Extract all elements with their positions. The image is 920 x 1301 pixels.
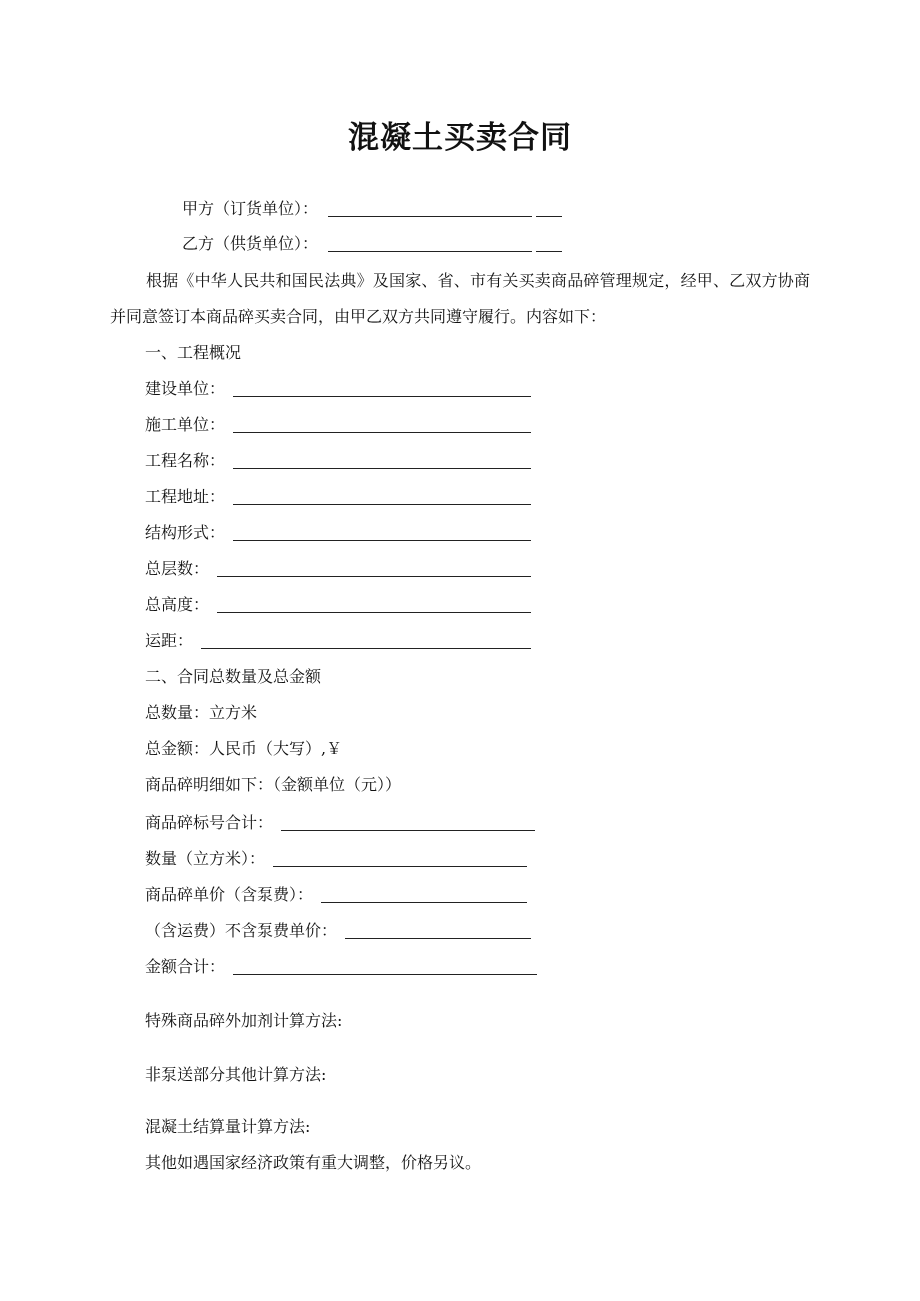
total-quantity: 总数量：立方米 (145, 703, 258, 722)
non-pump-method: 非泵送部分其他计算方法: (145, 1065, 327, 1084)
field-distance (145, 630, 531, 652)
field-structure-type (145, 522, 531, 544)
party-b-blank-extra[interactable] (536, 235, 562, 252)
party-a-row (182, 198, 562, 220)
field-unit-price-no-pump (145, 920, 531, 942)
section2-heading: 二、合同总数量及总金额 (145, 667, 322, 686)
field-label: 金额合计： (145, 957, 226, 976)
party-b-label: 乙方（供货单位）： (182, 234, 319, 253)
party-a-blank[interactable] (328, 200, 532, 217)
field-label: 运距： (145, 631, 194, 650)
field-total-floors (145, 558, 531, 580)
special-method: 特殊商品碎外加剂计算方法: (145, 1011, 343, 1030)
field-blank[interactable] (217, 560, 531, 577)
field-blank[interactable] (233, 958, 537, 975)
field-total-height (145, 594, 531, 616)
field-label: 施工单位： (145, 415, 226, 434)
document-title: 混凝土买卖合同 (348, 120, 572, 156)
field-label: 商品碎单价（含泵费）： (145, 885, 314, 904)
field-label: 工程地址： (145, 487, 226, 506)
section1-heading: 一、工程概况 (145, 343, 242, 362)
detail-intro: 商品碎明细如下：（金额单位（元）） (145, 775, 402, 794)
field-project-address (145, 486, 531, 508)
field-unit-price-pump (145, 884, 527, 906)
field-blank[interactable] (233, 380, 531, 397)
field-label: 工程名称： (145, 451, 226, 470)
field-grade-total (145, 812, 535, 834)
field-label: 总层数： (145, 559, 210, 578)
field-blank[interactable] (233, 524, 531, 541)
field-amount-total (145, 956, 537, 978)
intro-paragraph: 根据《中华人民共和国民法典》及国家、省、市有关买卖商品碎管理规定，经甲、乙双方协商并同意签订本商品碎买卖合同，由甲乙双方共同遵守履行。内容如下： (110, 271, 810, 326)
field-blank[interactable] (201, 632, 531, 649)
field-label: 结构形式： (145, 523, 226, 542)
field-label: 总高度： (145, 595, 210, 614)
field-project-name (145, 450, 531, 472)
total-amount: 总金额：人民币（大写）,￥ (145, 739, 343, 758)
field-blank[interactable] (217, 596, 531, 613)
field-builder-unit (145, 414, 531, 436)
field-blank[interactable] (281, 814, 535, 831)
field-label: （含运费）不含泵费单价： (145, 921, 338, 940)
field-label: 商品碎标号合计： (145, 813, 274, 832)
settlement-method: 混凝土结算量计算方法: (145, 1117, 311, 1136)
field-blank[interactable] (233, 452, 531, 469)
other-terms: 其他如遇国家经济政策有重大调整，价格另议。 (145, 1153, 482, 1172)
field-blank[interactable] (345, 922, 531, 939)
field-label: 建设单位： (145, 379, 226, 398)
party-a-label: 甲方（订货单位）： (182, 199, 319, 218)
party-b-row (182, 233, 562, 255)
field-blank[interactable] (233, 416, 531, 433)
field-blank[interactable] (273, 850, 527, 867)
field-construction-unit (145, 378, 531, 400)
field-blank[interactable] (233, 488, 531, 505)
party-b-blank[interactable] (328, 235, 532, 252)
party-a-blank-extra[interactable] (536, 200, 562, 217)
field-blank[interactable] (321, 886, 527, 903)
field-quantity (145, 848, 527, 870)
field-label: 数量（立方米）： (145, 849, 266, 868)
